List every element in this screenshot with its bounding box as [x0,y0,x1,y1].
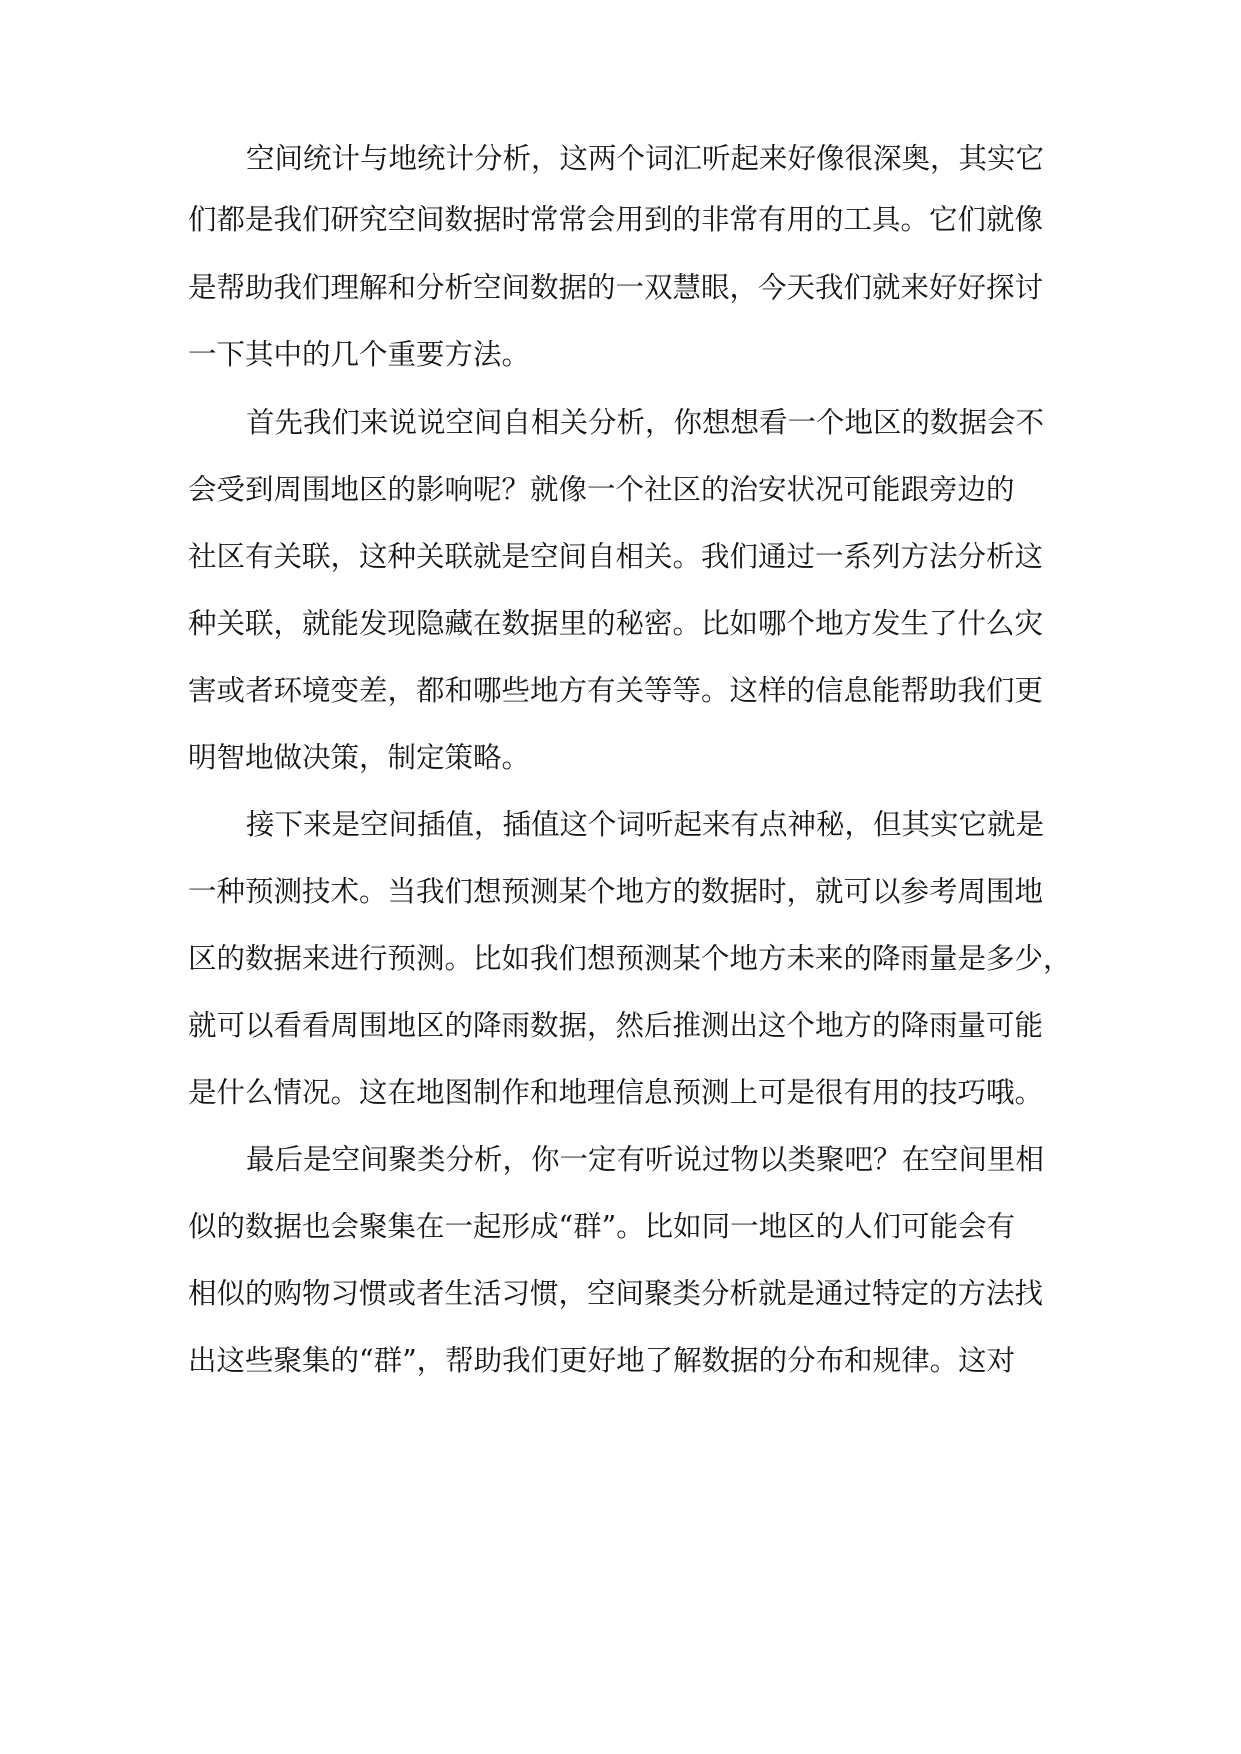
paragraph-4-line-2: 似的数据也会聚集在一起形成“群”。比如同一地区的人们可能会有 [188,1210,1016,1243]
paragraph-1-line-1: 空间统计与地统计分析，这两个词汇听起来好像很深奥，其实它 [246,142,1045,175]
paragraph-4-line-1: 最后是空间聚类分析，你一定有听说过物以类聚吧？在空间里相 [246,1143,1045,1176]
paragraph-2-line-5: 害或者环境变差，都和哪些地方有关等等。这样的信息能帮助我们更 [188,674,1044,707]
paragraph-3-line-2: 一种预测技术。当我们想预测某个地方的数据时，就可以参考周围地 [188,875,1044,908]
paragraph-2-line-2: 会受到周围地区的影响呢？就像一个社区的治安状况可能跟旁边的 [188,473,1015,506]
paragraph-3-line-3: 区的数据来进行预测。比如我们想预测某个地方未来的降雨量是多少， [188,942,1072,975]
paragraph-3-line-1: 接下来是空间插值，插值这个词听起来有点神秘，但其实它就是 [246,808,1045,841]
paragraph-2-line-6: 明智地做决策，制定策略。 [188,741,531,774]
paragraph-1-line-4: 一下其中的几个重要方法。 [188,338,531,371]
paragraph-2-line-3: 社区有关联，这种关联就是空间自相关。我们通过一系列方法分析这 [188,540,1044,573]
paragraph-4-line-3: 相似的购物习惯或者生活习惯，空间聚类分析就是通过特定的方法找 [188,1277,1044,1310]
paragraph-3-line-4: 就可以看看周围地区的降雨数据，然后推测出这个地方的降雨量可能 [188,1009,1044,1042]
paragraph-2-line-1: 首先我们来说说空间自相关分析，你想想看一个地区的数据会不 [246,406,1045,439]
paragraph-3-line-5: 是什么情况。这在地图制作和地理信息预测上可是很有用的技巧哦。 [188,1076,1044,1109]
paragraph-2-line-4: 种关联，就能发现隐藏在数据里的秘密。比如哪个地方发生了什么灾 [188,607,1044,640]
paragraph-1-line-3: 是帮助我们理解和分析空间数据的一双慧眼，今天我们就来好好探讨 [188,271,1044,304]
paragraph-4-line-4: 出这些聚集的“群”，帮助我们更好地了解数据的分布和规律。这对 [188,1344,1016,1377]
paragraph-1-line-2: 们都是我们研究空间数据时常常会用到的非常有用的工具。它们就像 [188,203,1044,236]
